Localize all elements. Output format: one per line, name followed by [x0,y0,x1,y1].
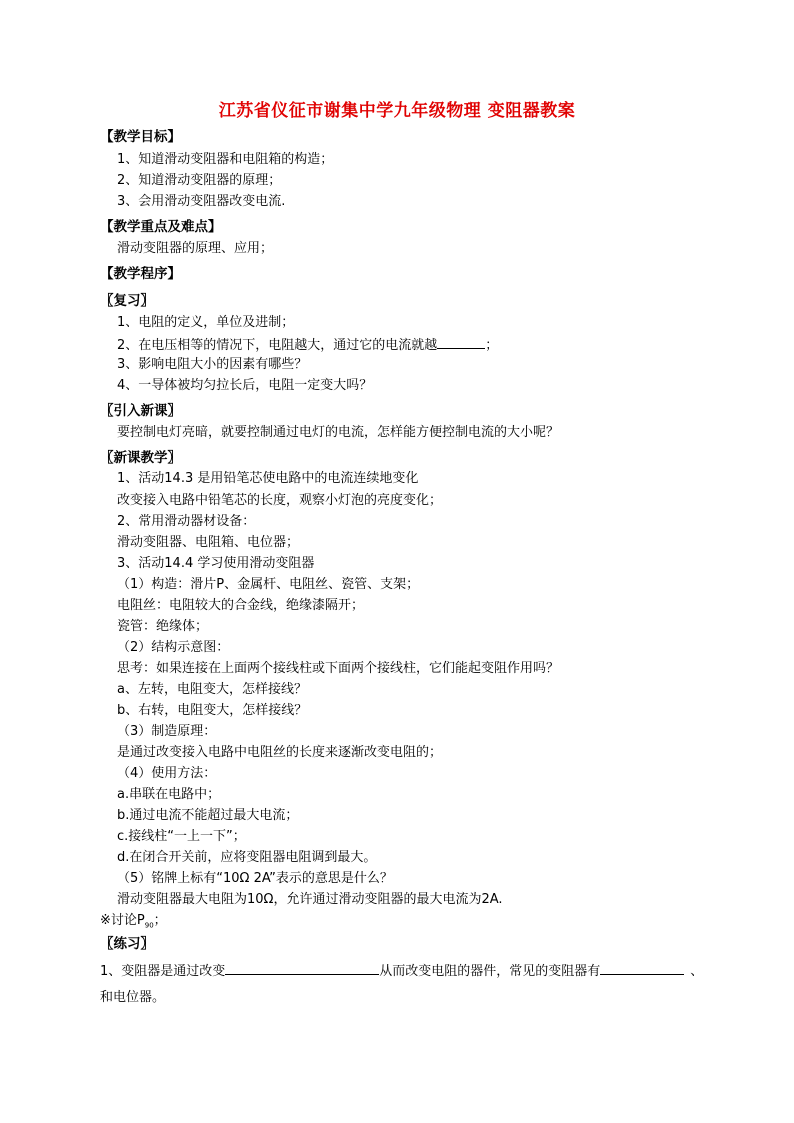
objectives-heading: 【教学目标】 [100,129,181,145]
lesson-line: 瓷管：绝缘体； [117,619,209,634]
lesson-line: （4）使用方法： [117,766,217,781]
discussion-text: ※讨论P [100,913,145,928]
exercise-text: 、 [690,964,704,979]
review-item: 3、影响电阻大小的因素有哪些？ [117,357,308,372]
lesson-line: 1、活动14.3 是用铅笔芯使电路中的电流连续地变化 [117,471,419,486]
objective-item: 2、知道滑动变阻器的原理； [117,173,282,188]
intro-heading: 〖引入新课〗 [100,403,181,419]
review-item-text: 2、在电压相等的情况下，电阻越大，通过它的电流就越 [117,338,438,353]
lesson-line: 滑动变阻器、电阻箱、电位器； [117,535,300,550]
exercise-text: 从而改变电阻的器件，常见的变阻器有 [379,964,601,979]
objective-item: 3、会用滑动变阻器改变电流. [117,194,286,209]
lesson-line: 电阻丝：电阻较大的合金线，绝缘漆隔开； [117,598,365,613]
discussion-note [100,912,167,935]
lesson-line: a、左转，电阻变大，怎样接线？ [117,682,307,697]
document-title: 江苏省仪征市谢集中学九年级物理 变阻器教案 [218,101,576,121]
review-item: 4、一导体被均匀拉长后，电阻一定变大吗？ [117,378,373,393]
procedure-heading: 【教学程序】 [100,266,181,282]
lesson-line: （5）铭牌上标有“10Ω 2A”表示的意思是什么？ [117,871,393,886]
lesson-line: a.串联在电路中； [117,787,221,802]
lesson-line: c.接线柱“一上一下”； [117,829,246,844]
lesson-line: b、右转，电阻变大，怎样接线？ [117,703,308,718]
lesson-line: 3、活动14.4 学习使用滑动变阻器 [117,556,315,571]
exercise-text: 1、变阻器是通过改变 [100,964,226,979]
exercise-question-cont: 和电位器。 [100,990,166,1005]
fill-blank [437,335,485,349]
review-item: 1、电阻的定义，单位及进制； [117,315,295,330]
key-points-text: 滑动变阻器的原理、应用； [117,241,274,256]
review-item-suffix: ； [485,338,499,353]
lesson-line: d.在闭合开关前，应将变阻器电阻调到最大。 [117,850,377,865]
lesson-line: b.通过电流不能超过最大电流； [117,808,299,823]
review-item [117,335,498,355]
lesson-line: 2、常用滑动器材设备： [117,514,256,529]
fill-blank [600,961,684,975]
objective-item: 1、知道滑动变阻器和电阻箱的构造； [117,152,334,167]
exercise-question [100,961,703,981]
review-heading: 〖复习〗 [100,293,154,309]
lesson-line: 思考：如果连接在上面两个接线柱或下面两个接线柱，它们能起变阻作用吗？ [117,661,560,676]
lesson-line: 改变接入电路中铅笔芯的长度，观察小灯泡的亮度变化； [117,493,443,508]
lesson-line: （1）构造：滑片P、金属杆、电阻丝、瓷管、支架； [117,577,420,592]
exercise-heading: 〖练习〗 [100,936,154,952]
fill-blank [225,961,379,975]
discussion-suffix: ； [153,913,167,928]
key-points-heading: 【教学重点及难点】 [100,219,222,235]
lesson-line: （3）制造原理： [117,724,217,739]
discussion-page-sub: 90 [144,921,154,930]
intro-text: 要控制电灯亮暗，就要控制通过电灯的电流，怎样能方便控制电流的大小呢？ [117,425,560,440]
lesson-line: （2）结构示意图： [117,640,230,655]
lesson-line: 是通过改变接入电路中电阻丝的长度来逐渐改变电阻的； [117,745,443,760]
new-lesson-heading: 〖新课教学〗 [100,450,181,466]
lesson-line: 滑动变阻器最大电阻为10Ω，允许通过滑动变阻器的最大电流为2A. [117,892,503,907]
